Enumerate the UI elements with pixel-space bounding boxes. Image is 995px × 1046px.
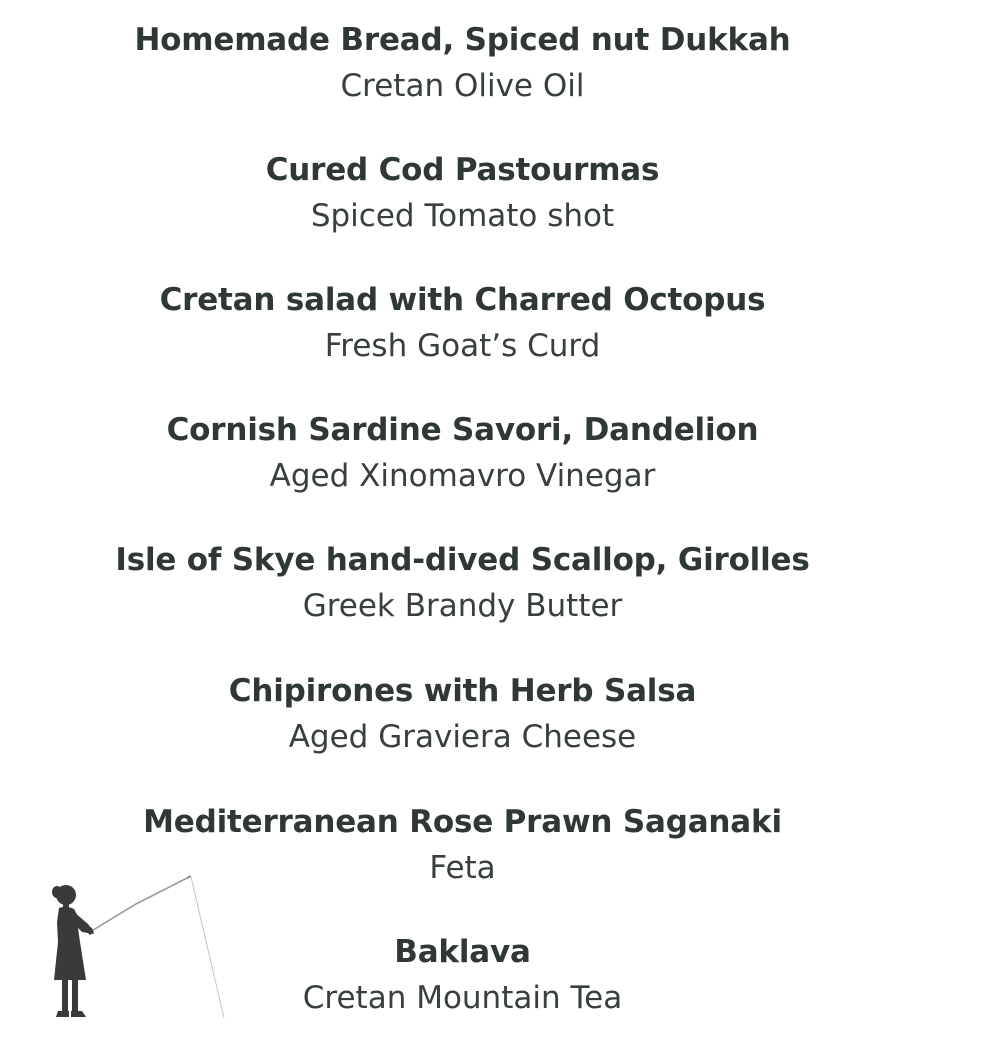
dish-accompaniment: Cretan Mountain Tea: [302, 980, 623, 1016]
course-6: [0, 671, 925, 757]
course-3: [0, 280, 925, 366]
dish-accompaniment: Feta: [429, 850, 496, 886]
course-1: [0, 20, 925, 106]
dish-name: Baklava: [394, 934, 531, 970]
dish-name: Cornish Sardine Savori, Dandelion: [166, 412, 759, 448]
dish-name: Cured Cod Pastourmas: [265, 152, 660, 188]
course-4: [0, 410, 925, 496]
dish-name: Mediterranean Rose Prawn Saganaki: [143, 804, 782, 840]
dish-accompaniment: Aged Graviera Cheese: [288, 719, 637, 755]
dish-name: Homemade Bread, Spiced nut Dukkah: [134, 22, 791, 58]
dish-accompaniment: Fresh Goat’s Curd: [324, 328, 601, 364]
course-5: [0, 540, 925, 626]
dish-accompaniment: Aged Xinomavro Vinegar: [269, 458, 656, 494]
dish-name: Chipirones with Herb Salsa: [228, 673, 697, 709]
dish-accompaniment: Greek Brandy Butter: [302, 588, 623, 624]
dish-accompaniment: Cretan Olive Oil: [340, 68, 585, 104]
course-2: [0, 150, 925, 236]
dish-name: Isle of Skye hand-dived Scallop, Girolles: [115, 542, 810, 578]
child-fishing-silhouette-icon: [48, 872, 230, 1022]
dish-name: Cretan salad with Charred Octopus: [159, 282, 766, 318]
dish-accompaniment: Spiced Tomato shot: [310, 198, 615, 234]
